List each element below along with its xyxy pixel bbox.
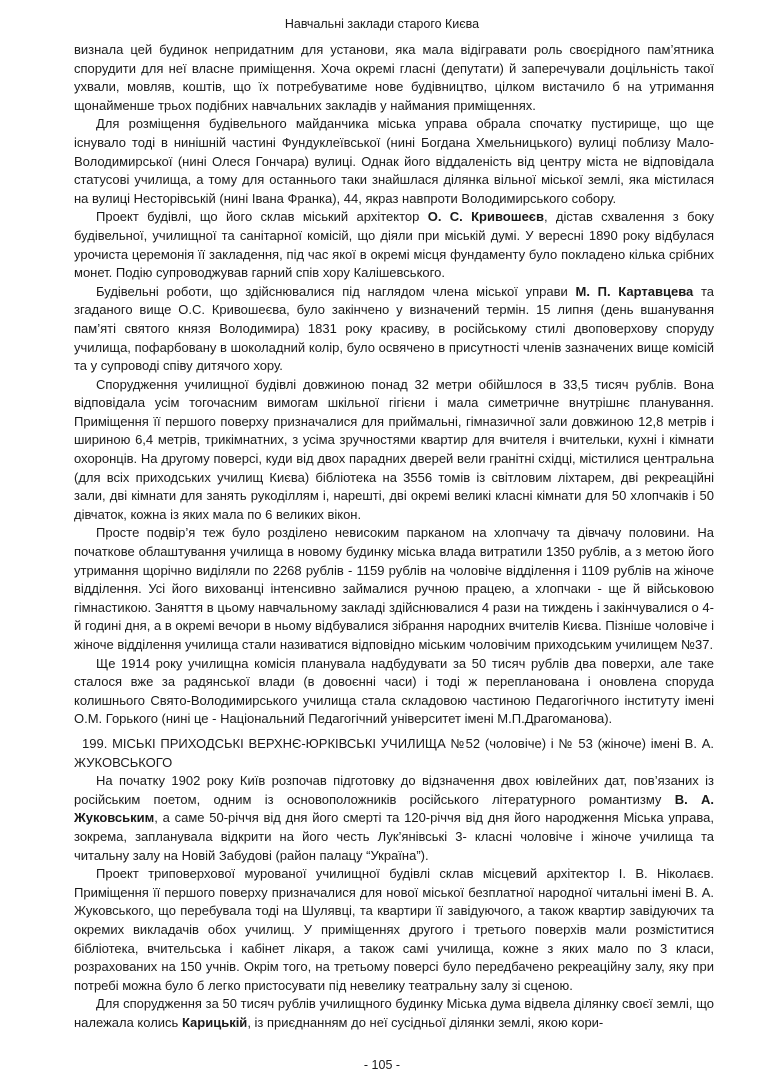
paragraph: Для розміщення будівельного майданчика міська управа обрала спочатку пустирище, що ще існувало тоді в нинішній частині Фундуклеївської (нині Богдана Хмельницького) вулиці поблизу Мало-Володимирської (нині Олеся Гончара) вулиці. Однак його віддаленість від центру міста не відповідала статусові училища, а тому для останнього таки знайшлася ділянка вільної міської землі, яка містилася на вулиці Несторівській (нині Івана Франка), 44, якраз навпроти Володимирського собору. [74,116,714,206]
body-text [74,41,714,1032]
paragraph: Проект триповерхової мурованої училищної будівлі склав місцевий архітектор І. В. Ніколаєв. Приміщення її першого поверху призначалися для нової міської безплатної народної читальні імені В. А. Жуковського, що перебувала тоді на Шулявці, та квартири її завідуючого, а також квартир завідуючих та окремих викладачів обох училищ. У приміщеннях другого і третього поверхів мали розміститися бібліотека, вчительська і кабінет лікаря, а також самі училища, кожне з яких мало по 3 класи, розрахованих на 150 учнів. Окрім того, на третьому поверсі було передбачено рекреаційну залу, яку при потребі можна було б легко пристосувати під невелику театральну залу зі сценою. [74,866,714,993]
paragraph-text: , дістав схвалення з боку будівельної, училищної та санітарної комісій, що діяли при міській думі. У вересні 1890 року відбулася урочиста церемонія її закладення, під час якої в окремі місця фундаменту було покладено кілька срібних монет. Подію супроводжував гарний спів хору Калішевського. [74,209,715,281]
paragraph-text: та згаданого вище О.С. Кривошеєва, було закінчено у визначений термін. 15 липня (день вшанування пам’яті святого князя Володимира) 1831 року красиву, в російському стилі двоповерхову споруду училища, пофарбовану в шоколадний колір, було освячено в присутності членів зазначених вище комісій та у супроводі співу дитячого хору. [74,283,714,374]
paragraph-text: Будівельні роботи, що здійснювалися під наглядом члена міської управи [96,283,576,299]
paragraph [74,208,714,282]
paragraph-text: , а саме 50-річчя від дня його смерті та 120-річчя від дня його народження Міська управа, зокрема, запланувала відкрити на його честь Лук’янівські 3- класні чоловіче і жіноче училища та читальну залу на Новій Забудові (район палацу “Україна”). [74,810,714,863]
paragraph [74,283,714,376]
paragraph: визнала цей будинок непридатним для установи, яка мала відігравати роль своєрідного пам’ятника спорудити для неї власне приміщення. Хоча окремі гласні (депутати) й заперечували доцільність такої ухвали, мовляв, коштів, що їх потребуватиме нове будівництво, цілком вистачило б на утримання щонайменше трьох подібних навчальних закладів у наймания приміщеннях. [74,42,714,113]
paragraph-text: Для спорудження за 50 тисяч рублів училищного будинку Міська дума відвела ділянку своєї землі, що належала колись [74,996,714,1030]
paragraph [74,772,714,865]
paragraph: Ще 1914 року училищна комісія планувала надбудувати за 50 тисяч рублів два поверхи, але таке сталося вже за радянської влади (в довоєнні часи) і тоді ж перепланована і оновлена споруда колишнього Свято-Володимирського училища стала складовою частиною Педагогічного інституту імені О.М. Горького (нині це - Національний Педагогічний університет імені М.П.Драгоманова). [74,655,714,727]
paragraph-text: Проект будівлі, що його склав міський архітектор [96,209,428,225]
paragraph-text: , із приєднанням до неї сусідньої ділянки землі, якою кори- [247,1014,604,1030]
paragraph: Просте подвір’я теж було розділено невисоким парканом на хлопчачу та дівчачу половини. На початкове облаштування училища в новому будинку міська влада витратили 1350 рублів, а з метою його утримання щорічно виділяли по 2268 рублів - 1159 рублів на чоловіче відділення і 1109 рублів на жіноче відділення. Усі його вихованці інтенсивно займалися ручною працею, а хлопчаки - ще й військовою гімнастикою. Заняття в цьому навчальному закладі здійснювалися 4 рази на тиждень і закінчувалися о 4-й годині дня, а в окремі вечори в ньому відбувалися зібрання народних вчителів Києва. Пізніше чоловіче і жіноче відділення училища стали називатися відповідно міським чоловічим приходським училищем №37. [74,525,714,652]
running-header: Навчальні заклади старого Києва [284,17,480,31]
poet-name: В. А. Жуковським [74,791,714,826]
person-name: М. П. Картавцева [575,283,694,299]
section-heading: 199. МІСЬКІ ПРИХОДСЬКІ ВЕРХНЄ-ЮРКІВСЬКІ УЧИЛИЩА №52 (чоловіче) і № 53 (жіноче) імені В. А. ЖУКОВСЬКОГО [74,735,714,770]
paragraph-text: На початку 1902 року Київ розпочав підготовку до відзначення двох ювілейних дат, пов’язаних із російським поетом, одним із основоположників російського літературного романтизму [74,773,714,807]
paragraph [74,995,714,1032]
paragraph: Спорудження училищної будівлі довжиною понад 32 метри обійшлося в 33,5 тисяч рублів. Вона відповідала усім тогочасним вимогам шкільної гігієни і мала симетричне внутрішнє планування. Приміщення її першого поверху призначалися для приймальні, гімназичної зали довжиною 12,8 метрів і шириною 6,4 метрів, трикімнатних, з усіма зручностями квартир для вчителя і вчительки, кухні і кімнати охоронців. На другому поверсі, куди від двох парадних дверей вели гранітні східці, містилися центральна (для всіх приходських училищ Києва) бібліотека на 3556 томів із світловим ліхтарем, дві рекреаційні зали, дві кімнати для занять рукоділлям і, нарешті, дві окремі великі класні кімнати для 50 хлопчаків і 50 дівчаток, кожна із яких мала по 6 великих вікон. [74,376,714,522]
owner-name: Карицькій [181,1014,248,1030]
page-number: - 105 - [363,1058,401,1072]
architect-name: О. С. Кривошеєв [427,209,544,225]
